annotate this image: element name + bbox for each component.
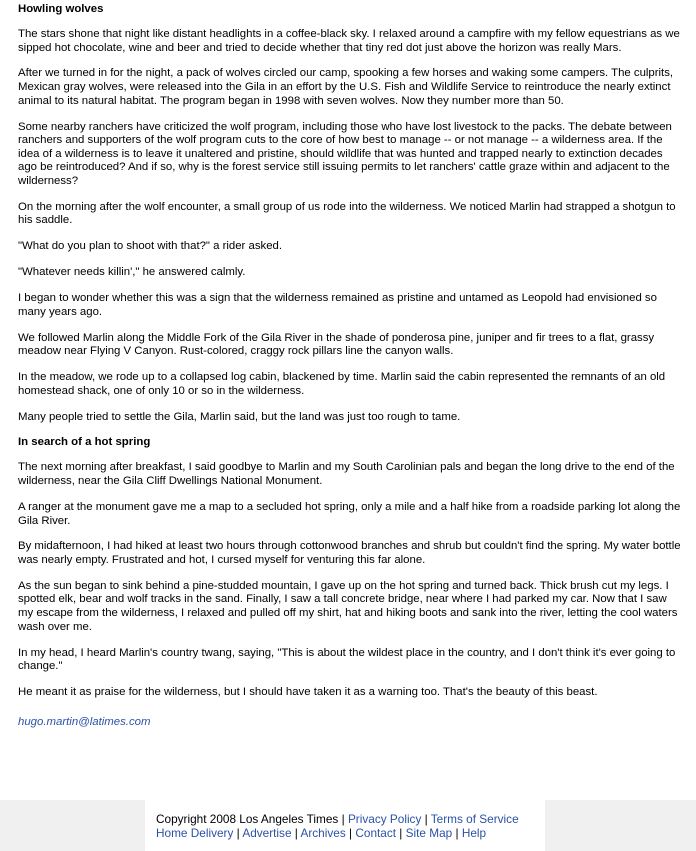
footer-separator: | [452,826,462,840]
footer-line-copyright [156,812,519,826]
home-delivery-link[interactable]: Home Delivery [156,826,234,840]
article-paragraph: He meant it as praise for the wilderness, but I should have taken it as a warning too. That's the beauty of this beast. [18,686,598,699]
article-paragraph: In the meadow, we rode up to a collapsed log cabin, blackened by time. Marlin said the cabin represented the remnants of an old homestead shack, one of only 10 or so in the wilderness. [18,371,666,397]
footer-line-links [156,826,486,840]
article-paragraph: I began to wonder whether this was a sign that the wilderness remained as pristine and untamed as Leopold had envisioned so many years ago. [18,292,657,318]
article-paragraph: "Whatever needs killin'," he answered calmly. [18,266,246,279]
article-paragraph: A ranger at the monument gave me a map to a secluded hot spring, only a mile and a half hike from a roadside parking lot along the Gila River. [18,500,681,527]
article-paragraph: "What do you plan to shoot with that?" a rider asked. [18,240,282,253]
help-link[interactable]: Help [461,826,487,840]
copyright-text: Copyright 2008 Los Angeles Times [156,812,339,826]
site-map-link[interactable]: Site Map [405,826,453,840]
subhead-hot-spring: In search of a hot spring [18,436,151,449]
archives-link[interactable]: Archives [300,826,346,840]
privacy-policy-link[interactable]: Privacy Policy [347,812,422,826]
footer-separator: | [396,826,406,840]
terms-of-service-link[interactable]: Terms of Service [430,812,519,826]
article-paragraph: By midafternoon, I had hiked at least two hours through cottonwood branches and shrub but couldn't find the spring. My water bottle was nearly empty. Frustrated and hot, I cursed myself for venturing this far alone. [18,540,681,566]
article-paragraph: The stars shone that night like distant headlights in a coffee-black sky. I relaxed around a campfire with my fellow equestrians as we sipped hot chocolate, wine and beer and tried to decide whether that tiny red dot just above the horizon was really Mars. [18,28,680,54]
footer-separator: | [421,812,431,826]
article-paragraph: In my head, I heard Marlin's country twang, saying, "This is about the wildest place in the country, and I don't think it's ever going to change." [18,646,676,673]
contact-link[interactable]: Contact [355,826,397,840]
page-footer [0,800,696,851]
article-paragraph: On the morning after the wolf encounter, a small group of us rode into the wilderness. We noticed Marlin had strapped a shotgun to his saddle. [18,200,676,227]
footer-separator: | [291,826,301,840]
footer-separator: | [233,826,243,840]
footer-separator: | [345,826,356,840]
article-paragraph: Many people tried to settle the Gila, Marlin said, but the land was just too rough to tame. [18,410,461,423]
subhead-howling-wolves: Howling wolves [18,3,104,15]
advertise-link[interactable]: Advertise [242,826,292,840]
article-paragraph: After we turned in for the night, a pack of wolves circled our camp, spooking a few horses and waking some campers. The culprits, Mexican gray wolves, were released into the Gila in an effort by the U.S. Fish and Wildlife Service to reintroduce the nearly extinct animal to its natural habitat. The program began in 1998 with seven wolves. Now they number more than 50. [18,67,674,107]
article-paragraph: The next morning after breakfast, I said goodbye to Marlin and my South Carolinian pals and began the long drive to the end of the wilderness, near the Gila Cliff Dwellings National Monument. [18,461,675,488]
article-paragraph: As the sun began to sink behind a pine-studded mountain, I gave up on the hot spring and turned back. Thick brush cut my legs. I spotted elk, bear and wolf tracks in the sand. Finally, I saw a tall concrete bridge, near where I had parked my car. Now that I saw my escape from the wilderness, I relaxed and pulled off my shirt, hat and hiking boots and sank into the river, letting the cool waters wash over me. [18,579,678,633]
footer-separator: | [338,812,348,826]
author-email-link[interactable]: hugo.martin@latimes.com [18,715,151,728]
article-paragraph: Some nearby ranchers have criticized the wolf program, including those who have lost livestock to the packs. The debate between ranchers and supporters of the wolf program cuts to the core of how best to manage -- or not manage -- a wilderness area. If the idea of a wilderness is to leave it unaltered and pristine, should wildlife that was hunted and trapped nearly to extinction decades ago be reintroduced? And if so, why is the forest service still issuing permits to let ranchers' cattle graze within and adjacent to the wilderness? [18,120,672,187]
footer-links-box [145,800,545,851]
article-paragraph: We followed Marlin along the Middle Fork of the Gila River in the shade of ponderosa pine, juniper and fir trees to a flat, grassy meadow near Flying V Canyon. Rust-colored, craggy rock pillars line the canyon walls. [18,331,655,358]
